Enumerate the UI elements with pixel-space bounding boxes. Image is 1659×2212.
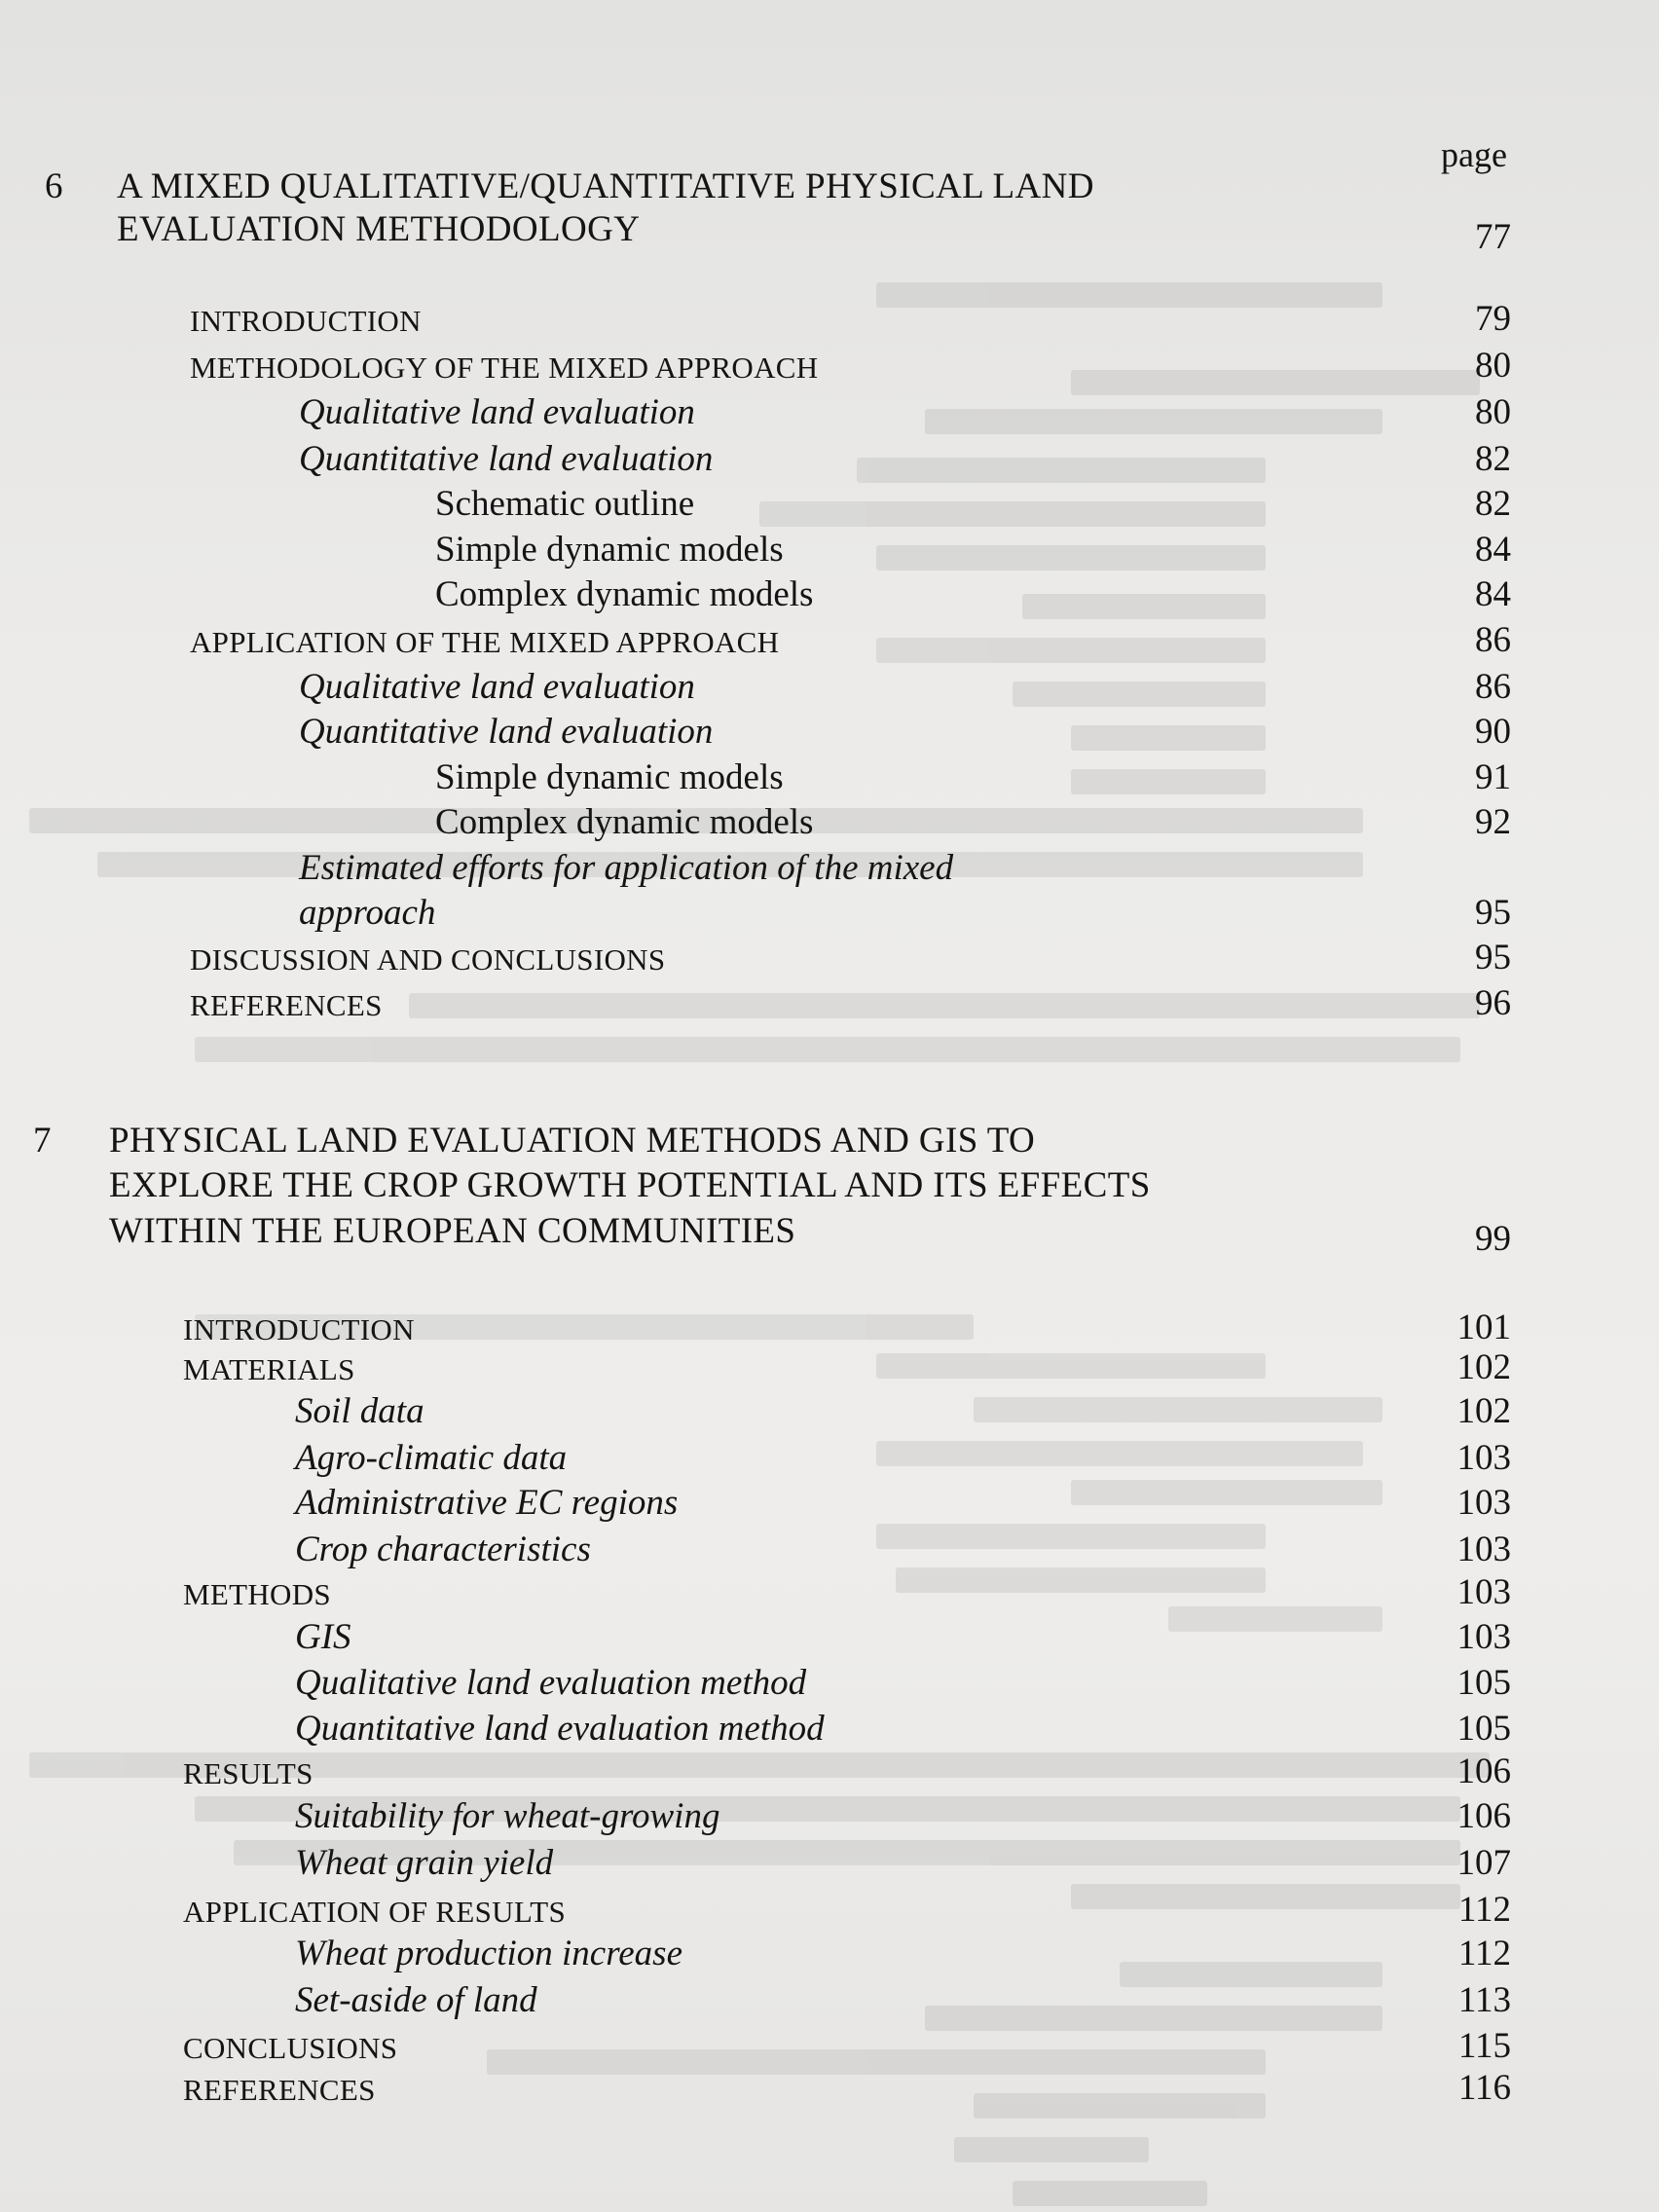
toc-entry-page-number: 80 bbox=[1475, 346, 1511, 386]
chapter-number: 7 bbox=[33, 1121, 52, 1161]
toc-entry-page-number: 103 bbox=[1456, 1483, 1511, 1523]
toc-entry-level-3: Schematic outline bbox=[435, 484, 695, 524]
toc-entry-level-2: GIS bbox=[295, 1617, 351, 1657]
toc-entry-level-2: Qualitative land evaluation bbox=[299, 392, 695, 432]
toc-entry-page-number: 103 bbox=[1456, 1530, 1511, 1569]
chapter-page-number: 77 bbox=[1475, 217, 1511, 257]
chapter-title-line: PHYSICAL LAND EVALUATION METHODS AND GIS TO bbox=[109, 1121, 1036, 1161]
toc-entry-page-number: 79 bbox=[1475, 299, 1511, 339]
toc-entry-page-number: 103 bbox=[1456, 1617, 1511, 1657]
toc-entry-page-number: 92 bbox=[1475, 802, 1511, 842]
chapter-number: 6 bbox=[45, 166, 63, 206]
toc-entry-level-2: Wheat grain yield bbox=[295, 1843, 554, 1883]
toc-entry-page-number: 105 bbox=[1456, 1663, 1511, 1703]
toc-entry-level-2: Suitability for wheat-growing bbox=[295, 1796, 720, 1836]
toc-entry-page-number: 101 bbox=[1456, 1308, 1511, 1347]
chapter-title-line: EXPLORE THE CROP GROWTH POTENTIAL AND ITS EFFECTS bbox=[109, 1165, 1151, 1205]
chapter-page-number: 99 bbox=[1475, 1219, 1511, 1259]
toc-entry-level-3: Simple dynamic models bbox=[435, 757, 784, 797]
toc-entry-page-number: 102 bbox=[1456, 1391, 1511, 1431]
toc-entry-page-number: 82 bbox=[1475, 439, 1511, 479]
toc-entry-level-3: Complex dynamic models bbox=[435, 574, 814, 614]
toc-entry-page-number: 112 bbox=[1457, 1890, 1511, 1930]
toc-entry-page-number: 96 bbox=[1475, 983, 1511, 1023]
toc-entry-page-number: 84 bbox=[1475, 574, 1511, 614]
toc-entry-level-2: Soil data bbox=[295, 1391, 424, 1431]
toc-entry-level-2: Estimated efforts for application of the mixed bbox=[299, 848, 954, 888]
toc-entry-page-number: 103 bbox=[1456, 1572, 1511, 1612]
toc-entry-level-1: METHODS bbox=[183, 1577, 331, 1611]
toc-entry-level-1: INTRODUCTION bbox=[183, 1312, 415, 1346]
toc-entry-level-1: REFERENCES bbox=[190, 988, 383, 1022]
toc-entry-level-2: Administrative EC regions bbox=[295, 1483, 679, 1523]
toc-entry-page-number: 106 bbox=[1456, 1796, 1511, 1836]
chapter-title-line: WITHIN THE EUROPEAN COMMUNITIES bbox=[109, 1211, 796, 1251]
toc-entry-level-2: Qualitative land evaluation method bbox=[295, 1663, 807, 1703]
chapter-title-line: EVALUATION METHODOLOGY bbox=[117, 209, 641, 249]
toc-entry-page-number: 95 bbox=[1475, 938, 1511, 977]
toc-entry-level-2: Quantitative land evaluation bbox=[299, 439, 714, 479]
toc-entry-level-1: DISCUSSION AND CONCLUSIONS bbox=[190, 942, 666, 977]
toc-entry-level-3: Complex dynamic models bbox=[435, 802, 814, 842]
toc-entry-page-number: 103 bbox=[1456, 1438, 1511, 1478]
toc-entry-level-2: approach bbox=[299, 893, 436, 933]
toc-entry-page-number: 116 bbox=[1457, 2068, 1511, 2108]
chapter-title-line: A MIXED QUALITATIVE/QUANTITATIVE PHYSICAL LAND bbox=[117, 166, 1094, 206]
toc-entry-level-2: Qualitative land evaluation bbox=[299, 667, 695, 707]
toc-entry-page-number: 106 bbox=[1456, 1751, 1511, 1791]
toc-entry-level-1: METHODOLOGY OF THE MIXED APPROACH bbox=[190, 350, 819, 385]
toc-entry-page-number: 95 bbox=[1475, 893, 1511, 933]
toc-entry-level-3: Simple dynamic models bbox=[435, 530, 784, 570]
toc-entry-level-1: RESULTS bbox=[183, 1756, 313, 1790]
toc-entry-level-1: INTRODUCTION bbox=[190, 304, 422, 338]
toc-entry-level-2: Quantitative land evaluation bbox=[299, 712, 714, 752]
toc-entry-page-number: 115 bbox=[1457, 2026, 1511, 2066]
toc-entry-page-number: 113 bbox=[1457, 1980, 1511, 2020]
toc-entry-page-number: 91 bbox=[1475, 757, 1511, 797]
toc-entry-level-1: MATERIALS bbox=[183, 1352, 355, 1386]
toc-entry-level-2: Crop characteristics bbox=[295, 1530, 591, 1569]
toc-entry-page-number: 102 bbox=[1456, 1347, 1511, 1387]
toc-entry-page-number: 105 bbox=[1456, 1709, 1511, 1749]
toc-entry-level-2: Quantitative land evaluation method bbox=[295, 1709, 825, 1749]
watermark-strip bbox=[0, 2185, 370, 2212]
toc-entry-page-number: 84 bbox=[1475, 530, 1511, 570]
toc-entry-page-number: 90 bbox=[1475, 712, 1511, 752]
toc-entry-page-number: 112 bbox=[1457, 1934, 1511, 1973]
toc-entry-page-number: 80 bbox=[1475, 392, 1511, 432]
toc-entry-level-1: APPLICATION OF RESULTS bbox=[183, 1895, 567, 1929]
toc-entry-page-number: 86 bbox=[1475, 620, 1511, 660]
toc-entry-page-number: 86 bbox=[1475, 667, 1511, 707]
toc-entry-page-number: 107 bbox=[1456, 1843, 1511, 1883]
toc-entry-level-2: Wheat production increase bbox=[295, 1934, 683, 1973]
toc-entry-level-2: Set-aside of land bbox=[295, 1980, 537, 2020]
toc-entry-level-1: REFERENCES bbox=[183, 2073, 376, 2107]
toc-entry-page-number: 82 bbox=[1475, 484, 1511, 524]
page-column-header: page bbox=[1441, 135, 1507, 174]
toc-entry-level-1: CONCLUSIONS bbox=[183, 2031, 398, 2065]
toc-entry-level-1: APPLICATION OF THE MIXED APPROACH bbox=[190, 625, 780, 659]
toc-entry-level-2: Agro-climatic data bbox=[295, 1438, 568, 1478]
